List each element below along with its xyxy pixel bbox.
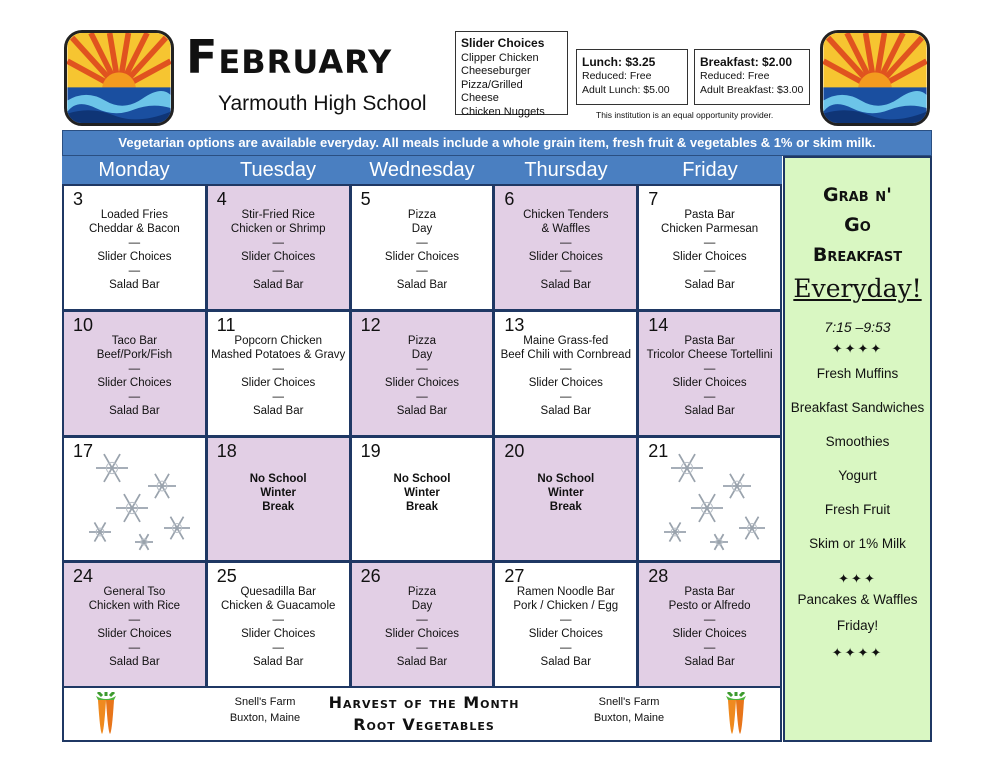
menu-line: Mashed Potatoes & Gravy [211,348,346,361]
menu-line: Slider Choices [241,251,316,263]
harvest-of-month [62,688,782,742]
menu-items [639,334,780,418]
menu-separator: — [703,642,716,655]
day-header-tuesday: Tuesday [240,159,316,181]
day-cell [208,312,349,435]
pancakes-item: Pancakes & Waffles [797,592,918,607]
menu-line: Salad Bar [109,279,160,291]
menu-line: Stir-Fried Rice [241,209,315,221]
diamond-divider: ✦✦✦✦ [831,645,884,660]
breakfast-item: Yogurt [838,468,877,483]
menu-calendar-grid [62,184,782,688]
grab-line: Grab n' [823,184,892,206]
slider-choice-item: Pizza/Grilled Cheese [461,78,523,104]
breakfast-item: Fresh Fruit [824,502,891,517]
day-header-thursday: Thursday [524,159,608,181]
menu-line: Salad Bar [684,656,735,669]
menu-items [64,334,205,418]
menu-line: Salad Bar [396,656,448,669]
menu-line: Salad Bar [540,404,592,417]
menu-line: Pasta Bar [684,586,735,599]
grab-n-go-title [785,180,930,270]
menu-separator: — [560,237,572,249]
weekday-header [62,156,782,184]
menu-items [208,585,349,669]
menu-separator: — [703,390,716,403]
farm-place: Buxton, Maine [229,712,301,724]
menu-separator: — [560,265,572,277]
menu-line: Pesto or Alfredo [668,600,751,613]
menu-line: Slider Choices [672,376,747,389]
day-number: 6 [504,189,515,209]
menu-items [208,208,349,292]
breakfast-price-box [694,49,810,105]
menu-separator: — [128,237,141,249]
day-number: 27 [504,566,525,587]
day-number: 10 [73,314,94,335]
menu-line: Day [411,600,433,613]
month-title: February [186,30,393,84]
menu-separator: — [272,265,284,277]
menu-separator: — [416,390,428,403]
menu-line: Break [406,500,438,513]
menu-line: Slider Choices [384,251,460,263]
menu-line: No School [393,472,451,485]
menu-line: Salad Bar [252,404,304,417]
menu-items [352,334,493,418]
menu-line: Cheddar & Bacon [89,223,180,235]
lunch-price-box [576,49,688,105]
menu-line: Slider Choices [241,628,316,641]
day-number: 3 [73,189,84,209]
menu-separator: — [703,265,716,277]
menu-line: Taco Bar [111,334,158,347]
day-number: 14 [648,314,669,335]
menu-line: Tricolor Cheese Tortellini [646,348,773,361]
menu-separator: — [272,390,284,403]
menu-line: Chicken Parmesan [661,223,759,235]
menu-separator: — [272,362,284,375]
menu-line: & Waffles [541,223,591,235]
harvest-title-line1: Harvest of the Month [328,693,520,712]
day-cell [352,186,493,309]
menu-line: Chicken with Rice [88,600,181,613]
diamond-divider: ✦✦✦✦ [831,341,884,356]
day-header-wednesday: Wednesday [369,159,475,181]
menu-line: Salad Bar [540,656,592,669]
day-cell [352,438,493,561]
menu-items [208,334,349,418]
slider-choice-item: Clipper Chicken [461,51,539,64]
no-school-notice [495,472,636,514]
menu-line: Winter [547,486,584,499]
day-cell [64,438,205,561]
day-number: 4 [216,189,227,209]
school-name: Yarmouth High School [218,92,427,115]
diamond-divider: ✦✦✦ [838,571,877,586]
breakfast-reduced: Reduced: Free [700,70,770,82]
menu-line: Slider Choices [384,376,460,389]
day-cell [208,186,349,309]
breakfast-item: Fresh Muffins [816,366,899,381]
menu-separator: — [272,614,284,627]
equal-opportunity-note: This institution is an equal opportunity provider. [596,110,774,120]
day-number: 20 [504,440,525,461]
menu-line: Chicken or Shrimp [230,223,326,235]
menu-items [352,208,493,292]
day-number: 24 [73,566,94,587]
day-number: 28 [648,566,669,587]
menu-line: Pizza [407,334,437,347]
menu-separator: — [416,362,428,375]
slider-choice-item: Cheeseburger [461,65,531,77]
menu-line: Slider Choices [528,376,603,389]
breakfast-time: 7:15 –9:53 [824,319,891,335]
menu-line: General Tso [103,586,166,599]
slider-choice-item: Chicken Nuggets [461,105,545,118]
day-number: 18 [216,440,237,461]
breakfast-item: Smoothies [825,434,890,449]
no-school-notice [352,472,493,514]
grab-n-go-panel [783,156,932,742]
day-cell [64,312,205,435]
menu-line: Day [411,348,433,361]
harvest-title [294,692,554,736]
day-number: 12 [360,314,381,335]
day-cell [495,438,636,561]
menu-line: Day [411,223,433,235]
day-cell [64,186,205,309]
vegetarian-banner: Vegetarian options are available everyday. All meals include a whole grain item, fresh fruit & vegetables & 1% or skim milk. [62,130,932,156]
menu-separator: — [128,362,141,375]
day-cell [495,312,636,435]
friday-label: Friday! [836,618,879,633]
menu-line: Loaded Fries [100,209,168,221]
menu-line: Slider Choices [672,628,747,641]
menu-line: Salad Bar [252,279,304,291]
menu-line: Pork / Chicken / Egg [513,600,619,613]
sunset-logo-left [64,30,174,126]
day-number: 19 [360,440,381,461]
menu-separator: — [128,265,141,277]
breakfast-line: Breakfast [812,244,903,266]
day-number: 26 [360,566,381,587]
sunset-wave-icon [823,33,927,123]
menu-line: Salad Bar [540,279,592,291]
menu-line: Slider Choices [672,251,747,263]
menu-line: Salad Bar [109,656,160,669]
day-cell [495,186,636,309]
menu-line: Ramen Noodle Bar [516,586,615,599]
menu-separator: — [272,237,284,249]
menu-line: Pizza [407,209,437,221]
menu-line: Salad Bar [252,656,304,669]
farm-name: Snell's Farm [234,696,296,708]
menu-separator: — [416,265,428,277]
menu-line: Quesadilla Bar [240,586,316,599]
day-header-friday: Friday [682,159,738,181]
breakfast-adult: Adult Breakfast: $3.00 [700,84,804,96]
menu-line: Slider Choices [241,376,316,389]
menu-items [639,208,780,292]
menu-line: Beef/Pork/Fish [96,348,173,361]
day-number: 11 [216,314,236,335]
menu-separator: — [560,614,572,627]
menu-items [352,585,493,669]
day-number: 7 [648,189,659,209]
menu-line: Chicken Tenders [523,209,609,221]
slider-choices-box [455,31,568,118]
menu-line: Slider Choices [97,376,172,389]
menu-separator: — [128,642,141,655]
menu-separator: — [416,614,428,627]
menu-line: Salad Bar [684,404,735,417]
menu-line: Slider Choices [528,628,603,641]
day-cell [639,186,780,309]
menu-line: Break [549,500,582,513]
day-cell [64,563,205,686]
harvest-title-line2: Root Vegetables [353,715,495,734]
menu-line: Salad Bar [684,279,735,291]
snowflakes-icon [657,446,777,556]
carrot-icon [88,692,124,736]
lunch-price: Lunch: $3.25 [582,55,656,69]
day-header-monday: Monday [98,159,170,181]
lunch-adult: Adult Lunch: $5.00 [582,84,670,96]
farm-name: Snell's Farm [598,696,660,708]
menu-separator: — [703,362,716,375]
no-school-notice [208,472,349,514]
day-number: 5 [360,189,371,209]
menu-items [639,585,780,669]
menu-line: Pasta Bar [684,209,735,221]
day-cell [639,438,780,561]
menu-line: No School [537,472,595,485]
day-cell [208,563,349,686]
sunset-wave-icon [67,33,171,123]
day-number: 25 [216,566,237,587]
menu-separator: — [560,642,572,655]
menu-line: Salad Bar [396,404,448,417]
menu-line: Chicken & Guacamole [220,600,336,613]
menu-separator: — [128,614,141,627]
menu-items [495,334,636,418]
menu-items [64,208,205,292]
menu-line: Winter [404,486,440,499]
menu-separator: — [560,362,572,375]
day-cell [208,438,349,561]
menu-line: Winter [260,486,297,499]
menu-line: Pizza [407,586,437,599]
day-number: 17 [73,440,94,461]
menu-line: Salad Bar [109,404,160,417]
menu-line: Slider Choices [384,628,460,641]
menu-line: Maine Grass-fed [523,334,609,347]
menu-items [495,585,636,669]
menu-separator: — [272,642,284,655]
go-line: Go [844,214,871,236]
menu-line: Beef Chili with Cornbread [500,348,631,361]
day-cell [495,563,636,686]
menu-items [64,585,205,669]
breakfast-item: Breakfast Sandwiches [790,400,925,415]
menu-line: Salad Bar [396,279,448,291]
day-number: 21 [648,440,669,461]
sunset-logo-right [820,30,930,126]
menu-line: Slider Choices [97,628,172,641]
farm-place: Buxton, Maine [593,712,665,724]
menu-items [495,208,636,292]
farm-info-right [574,694,684,726]
day-cell [352,312,493,435]
menu-separator: — [416,642,428,655]
menu-separator: — [703,614,716,627]
menu-separator: — [560,390,572,403]
slider-choices-title: Slider Choices [461,36,545,50]
snowflakes-icon [82,446,202,556]
menu-line: Slider Choices [97,251,172,263]
menu-separator: — [703,237,716,249]
menu-line: Slider Choices [528,251,603,263]
menu-line: No School [249,472,307,485]
breakfast-item: Skim or 1% Milk [809,536,906,551]
menu-separator: — [128,390,141,403]
day-cell [639,312,780,435]
menu-line: Pasta Bar [684,334,735,347]
menu-separator: — [416,237,428,249]
menu-line: Break [262,500,295,513]
menu-line: Popcorn Chicken [234,334,322,347]
breakfast-price: Breakfast: $2.00 [700,55,793,69]
everyday-label: Everyday! [793,274,922,303]
carrot-icon [718,692,754,736]
lunch-reduced: Reduced: Free [582,70,652,82]
day-number: 13 [504,314,525,335]
day-cell [352,563,493,686]
day-cell [639,563,780,686]
